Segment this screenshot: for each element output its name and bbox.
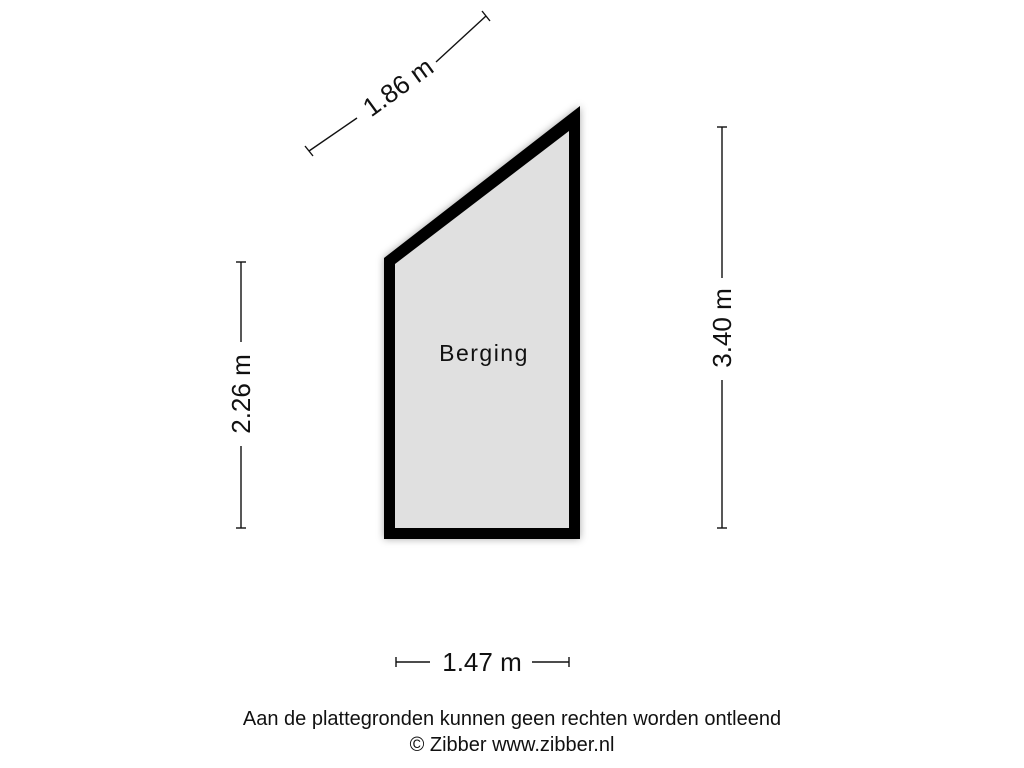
room-berging — [384, 106, 580, 539]
dimension-top-diagonal — [305, 11, 490, 156]
dimension-bottom-width — [396, 647, 569, 677]
dimension-label-bottom: 1.47 m — [442, 647, 522, 677]
dimension-left-height — [226, 262, 256, 528]
dimension-label-left: 2.26 m — [226, 354, 256, 434]
dimension-label-top: 1.86 m — [357, 51, 439, 123]
dimension-right-height — [707, 127, 737, 528]
disclaimer-text: Aan de plattegronden kunnen geen rechten worden ontleend — [242, 708, 782, 730]
room-label: Berging — [439, 340, 529, 366]
copyright-text: © Zibber www.zibber.nl — [409, 734, 615, 756]
dimension-label-right: 3.40 m — [707, 288, 737, 368]
